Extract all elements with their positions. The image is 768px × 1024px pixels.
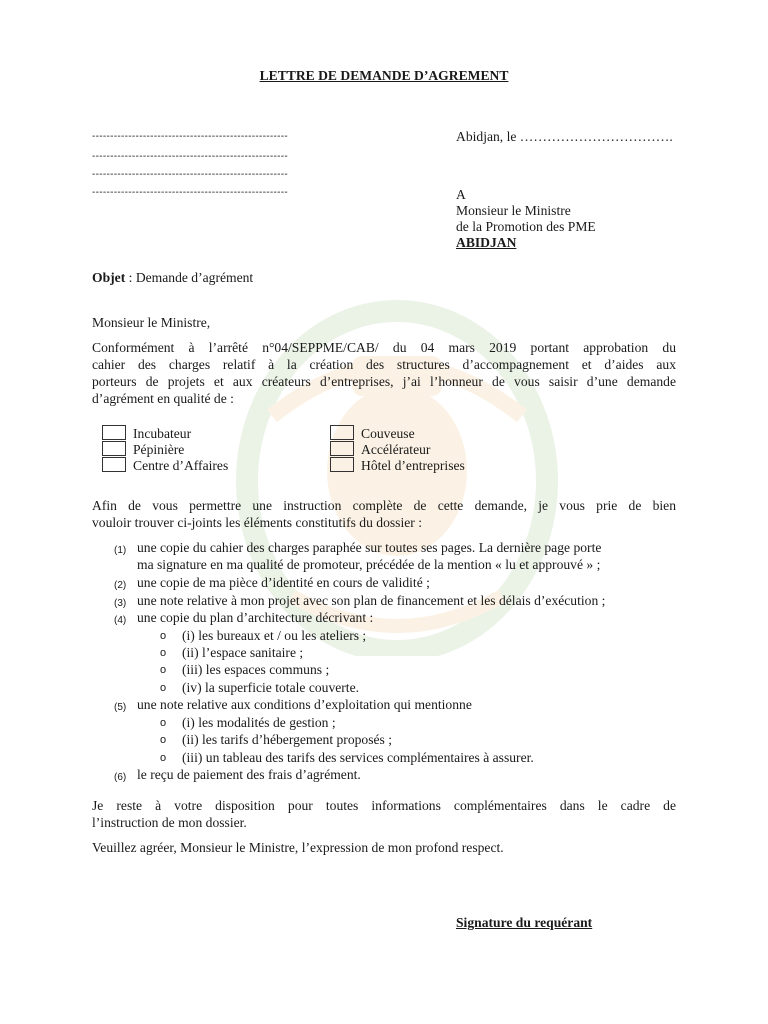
list-number: (5) [114,702,127,713]
place-date: Abidjan, le ……………………………. [456,129,673,144]
checkbox-incubateur[interactable] [102,425,126,440]
sub-item: (i) les bureaux et / ou les ateliers ; [182,628,367,643]
list-item: une copie du cahier des charges paraphée sur toutes ses pages. La dernière page porte [137,540,602,555]
sub-item: (ii) l’espace sanitaire ; [182,645,304,660]
checkbox-pepiniere[interactable] [102,441,126,456]
recipient-city: ABIDJAN [456,235,517,250]
option-label: Hôtel d’entreprises [361,458,465,473]
list-number: (4) [114,615,127,626]
bullet-icon: o [160,717,167,729]
object-line [92,269,253,286]
closing-formula: Veuillez agréer, Monsieur le Ministre, l’expression de mon profond respect. [92,840,504,855]
sender-line: ------------------------------------------------------ [92,169,289,180]
sender-line: ------------------------------------------------------ [92,187,289,198]
list-item: une note relative à mon projet avec son plan de financement et les délais d’exécution ; [137,593,606,608]
object-separator: : [125,270,136,285]
option-label: Incubateur [133,426,192,441]
checkbox-couveuse[interactable] [330,425,354,440]
bullet-icon: o [160,682,167,694]
sender-line: ------------------------------------------------------ [92,151,289,162]
sub-item: (iii) un tableau des tarifs des services complémentaires à assurer. [182,750,534,765]
option-label: Centre d’Affaires [133,458,229,473]
sub-item: (ii) les tarifs d’hébergement proposés ; [182,732,393,747]
bullet-icon: o [160,752,167,764]
recipient-a: A [456,187,466,202]
sub-item: (iv) la superficie totale couverte. [182,680,360,695]
checkbox-centre-affaires[interactable] [102,457,126,472]
recipient-title: Monsieur le Ministre [456,203,571,218]
paragraph-line: l’instruction de mon dossier. [92,815,247,830]
paragraph-line: porteurs de projets et aux créateurs d’entreprises, j’ai l’honneur de vous saisir d’une demande [92,374,676,389]
paragraph-line: Je reste à votre disposition pour toutes informations complémentaires dans le cadre de [92,798,676,813]
sub-item: (i) les modalités de gestion ; [182,715,336,730]
object-text: Demande d’agrément [135,270,254,285]
sub-item: (iii) les espaces communs ; [182,662,330,677]
letter-title: LETTRE DE DEMANDE D’AGREMENT [259,68,509,83]
list-number: (3) [114,598,127,609]
option-label: Couveuse [361,426,415,441]
salutation: Monsieur le Ministre, [92,315,211,330]
list-item: une note relative aux conditions d’exploitation qui mentionne [137,697,472,712]
list-number: (2) [114,580,127,591]
object-label: Objet [92,270,126,285]
bullet-icon: o [160,734,167,746]
list-item: une copie du plan d’architecture décrivant : [137,610,374,625]
list-item-continuation: ma signature en ma qualité de promoteur, précédée de la mention « lu et approuvé » ; [137,557,601,572]
list-number: (6) [114,772,127,783]
option-label: Accélérateur [361,442,431,457]
list-number: (1) [114,545,127,556]
bullet-icon: o [160,664,167,676]
paragraph-line: Conformément à l’arrêté n°04/SEPPME/CAB/ du 04 mars 2019 portant approbation du [92,340,676,355]
list-item: une copie de ma pièce d’identité en cours de validité ; [137,575,430,590]
paragraph-line: cahier des charges relatif à la création des structures d’accompagnement et d’aides aux [92,357,676,372]
bullet-icon: o [160,647,167,659]
signature-label: Signature du requérant [456,915,593,930]
list-item: le reçu de paiement des frais d’agrément. [137,767,361,782]
recipient-ministry: de la Promotion des PME [456,219,596,234]
checkbox-hotel-entreprises[interactable] [330,457,354,472]
paragraph-line: d’agrément en qualité de : [92,391,234,406]
paragraph-line: Afin de vous permettre une instruction complète de cette demande, je vous prie de bien [92,498,676,513]
paragraph-line: vouloir trouver ci-joints les éléments constitutifs du dossier : [92,515,422,530]
option-label: Pépinière [133,442,185,457]
bullet-icon: o [160,630,167,642]
checkbox-accelerateur[interactable] [330,441,354,456]
sender-line: ------------------------------------------------------ [92,131,289,142]
